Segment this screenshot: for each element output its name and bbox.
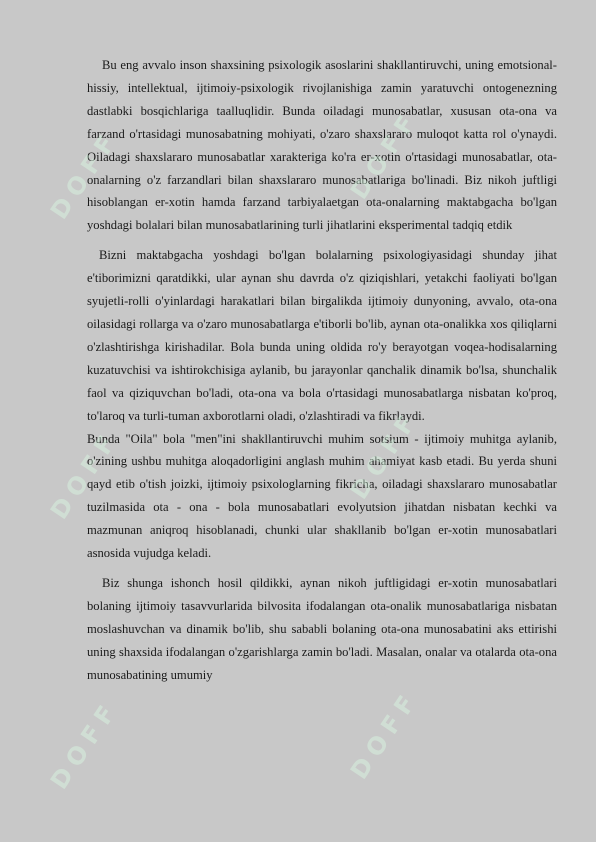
watermark: DOFF (44, 694, 125, 795)
paragraph-1: Bu eng avvalo inson shaxsining psixologik asoslarini shakllantiruvchi, uning emotsional-hissiy, intellektual, ijtimoiy-psixologik rivojlanishiga zamin yaratuvchi ontogenezning dastlabki bosqichlariga taalluqlidir. Bunda oiladagi munosabatlar, xususan ota-ona va farzand o'rtasidagi munosabatning mohiyati, o'zaro shaxslararo muloqot katta rol o'ynaydi. Oiladagi shaxslararo munosabatlar xarakteriga ko'ra er-xotin o'rtasidagi munosabatlar, ota-onalarning o'z farzandlari bilan shaxslararo munosabatlariga bo'linadi. Biz nikoh juftligi hisoblangan er-xotin hamda farzand tarbiyalaetgan ota-onalarning maktabgacha bo'lgan yoshdagi bolalari bilan munosabatlarining turli jihatlarini eksperimental tadqiq etdik (87, 58, 557, 233)
document-body (87, 54, 557, 686)
paragraph-4: Biz shunga ishonch hosil qildikki, aynan nikoh juftligidagi er-xotin munosabatlari bolaning ijtimoiy tasavvurlarida bilvosita ifodalangan ota-onalik munosabatlariga nisbatan moslashuvchan va dinamik bo'lib, shu sababli bolaning ota-ona munosabatini aks ettirishi uning shaxsida ifodalangan o'zgarishlarga zamin bo'ladi. Masalan, onalar va otalarda ota-ona munosabatining umumiy (87, 575, 557, 682)
watermark: DOFF (344, 104, 425, 205)
watermark: DOFF (344, 684, 425, 785)
watermark: DOFF (44, 124, 125, 225)
paragraph-2: Bizni maktabgacha yoshdagi bo'lgan bolalarning psixologiyasidagi shunday jihat e'tiborimizni qaratdikki, ular aynan shu davrda o'z qiziqishlari, yetakchi faoliyati bo'lgan syujetli-rolli o'yinlardagi harakatlari bilan birgalikda ijtimoiy dunyoning, avvalo, ota-ona oilasidagi rollarga va o'zaro munosabatlarga e'tiborli bo'lib, aynan ota-onalikka xos qiliqlarni o'zlashtirishga kirishadilar. Bola bunda uning oldida ro'y berayotgan voqea-hodisalarning kuzatuvchisi va ishtirokchisiga aylanib, bu jarayonlar qanchalik dinamik bo'lsa, shunchalik faol va qiziquvchan bo'ladi, ota-ona va bola o'rtasidagi munosabatlarga nisbatan ko'proq, to'laroq va turli-tuman axborotlarni oladi, o'zlashtiradi va fikrlaydi. (87, 248, 557, 423)
watermark: DOFF (344, 404, 425, 505)
watermark: DOFF (44, 424, 125, 525)
paragraph-3: Bunda "Oila" bola "men"ini shakllantiruvchi muhim sotsium - ijtimoiy muhitga aylanib, o'zining ushbu muhitga aloqadorligini anglash muhim ahamiyat kasb etadi. Bu yerda shuni qayd etib o'tish joizki, ijtimoiy psixologlarning fikricha, oiladagi shaxslararo munosabatlar tuzilmasida ota - ona - bola munosabatlari evolyutsion jihatdan nisbatan kechki va mazmunan aniqroq hisoblanadi, chunki ular shakllanib bo'lgan er-xotin munosabatlari asnosida vujudga keladi. (87, 431, 557, 561)
